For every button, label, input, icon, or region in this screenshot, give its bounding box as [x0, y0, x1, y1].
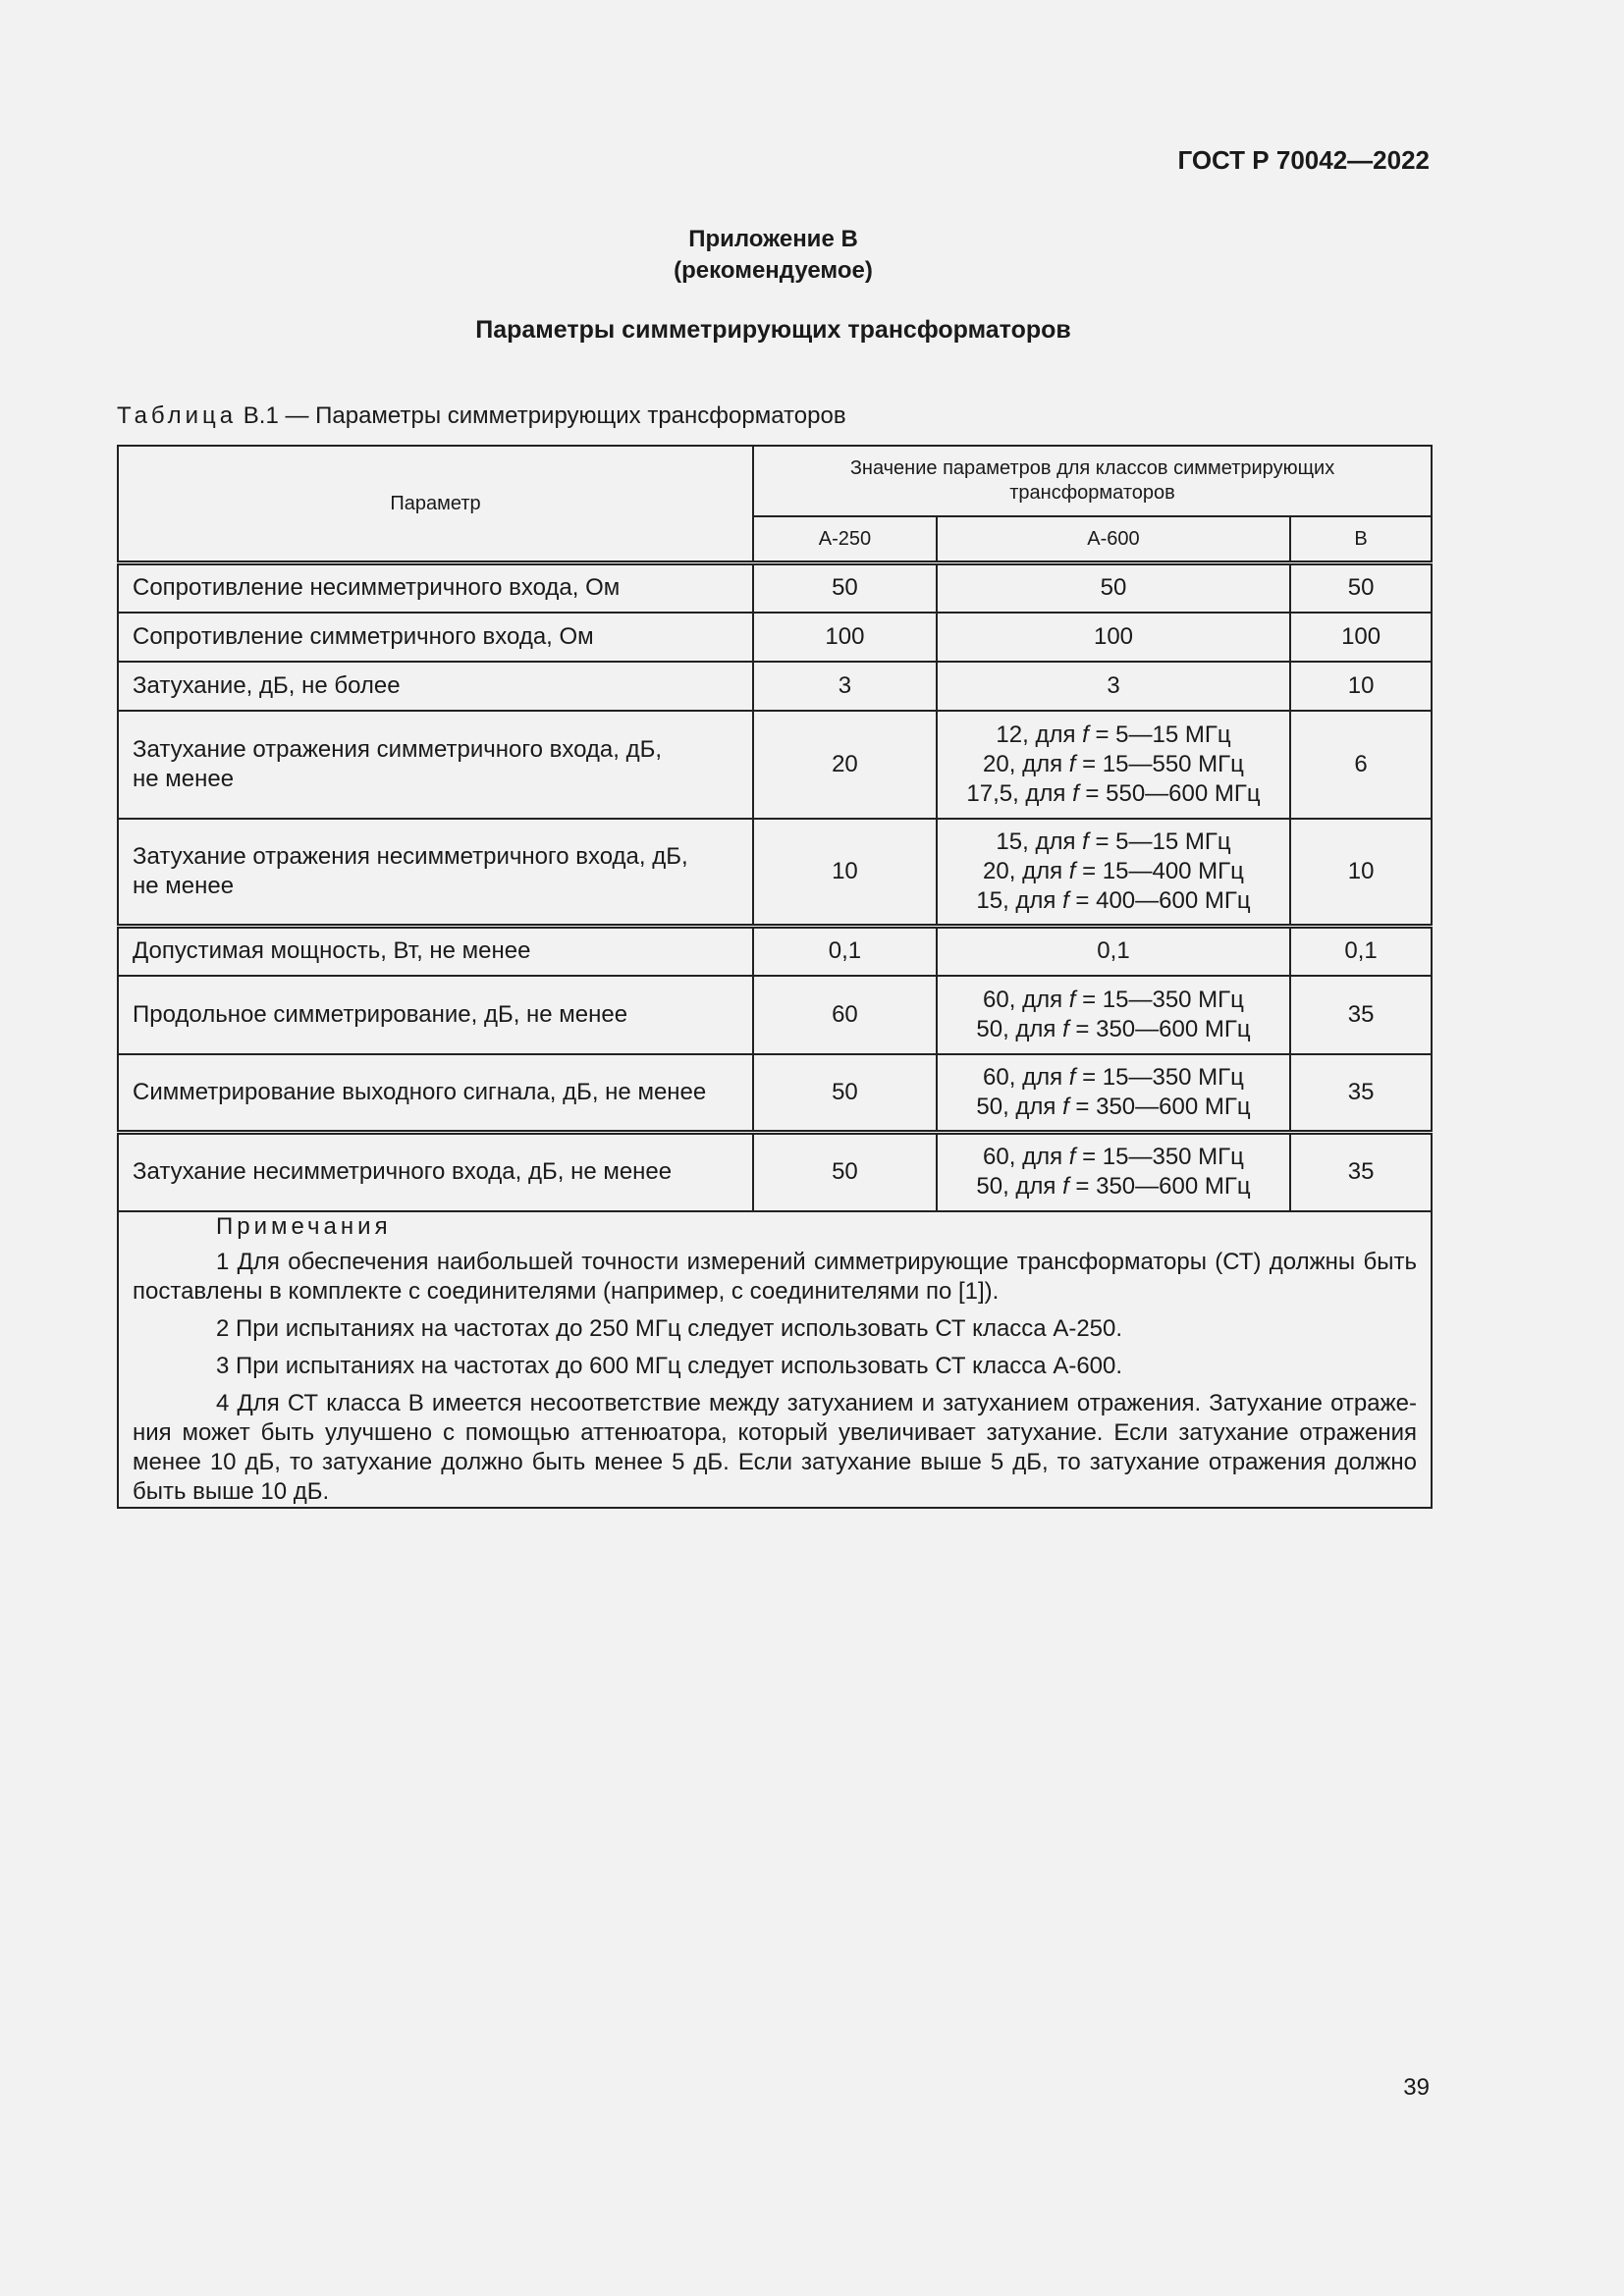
- cell-text: 15, для: [976, 886, 1063, 914]
- cell-b: 10: [1290, 662, 1432, 711]
- table-caption-label: Таблица: [117, 402, 238, 429]
- cell-parameter: Допустимая мощность, Вт, не менее: [118, 927, 753, 976]
- cell-text: 20, для: [983, 857, 1069, 884]
- cell-line: [944, 779, 1283, 809]
- table-caption-text: В.1 — Параметры симметрирующих трансформаторов: [243, 402, 846, 429]
- cell-a600: 100: [937, 613, 1290, 662]
- table-row: [118, 819, 1432, 927]
- column-header-class: В: [1290, 516, 1432, 563]
- page-number: 39: [1403, 2074, 1430, 2101]
- cell-line: [944, 721, 1283, 750]
- cell-text: 60, для: [983, 986, 1069, 1013]
- cell-a250: 60: [753, 976, 937, 1054]
- column-header-class: А-600: [937, 516, 1290, 563]
- cell-a250: 50: [753, 1054, 937, 1133]
- cell-b: 50: [1290, 563, 1432, 613]
- notes-title: Примечания: [216, 1212, 392, 1240]
- note-item: 4 Для СТ класса В имеется несоответствие между затуханием и затуханием отражения. Затухание отражения может быть улучшено с помощью аттенюатора, который увеличивает затухание. Если затухание отражения менее 10 дБ, то затухание должно быть менее 5 дБ. Если затухание выше 5 дБ, то затухание отражения должно быть выше 10 дБ.: [133, 1389, 1417, 1505]
- frequency-symbol: f: [1062, 1015, 1069, 1042]
- table-row: [118, 613, 1432, 662]
- cell-line: [944, 750, 1283, 779]
- column-header-parameter: Параметр: [118, 446, 753, 563]
- cell-text: 17,5, для: [966, 779, 1073, 807]
- cell-line: не менее: [133, 765, 235, 792]
- table-row: [118, 1133, 1432, 1211]
- cell-text: = 15—350 МГц: [1075, 986, 1244, 1013]
- table-row: [118, 662, 1432, 711]
- cell-b: 35: [1290, 1054, 1432, 1133]
- cell-a600: [937, 1054, 1290, 1133]
- frequency-symbol: f: [1082, 828, 1089, 855]
- cell-line: Затухание отражения симметричного входа, дБ,: [133, 735, 663, 763]
- notes-cell: [118, 1211, 1432, 1508]
- cell-b: 35: [1290, 976, 1432, 1054]
- table-caption: [117, 402, 846, 430]
- note-item: 3 При испытаниях на частотах до 600 МГц следует использовать СТ класса А-600.: [216, 1352, 1123, 1379]
- table-row: [118, 563, 1432, 613]
- parameters-table: [117, 445, 1433, 1509]
- cell-line: [944, 1093, 1283, 1122]
- frequency-symbol: f: [1062, 886, 1069, 914]
- table-row: [118, 927, 1432, 976]
- cell-line: [944, 886, 1283, 916]
- cell-text: = 5—15 МГц: [1088, 828, 1231, 855]
- standard-number: ГОСТ Р 70042—2022: [1177, 145, 1430, 175]
- cell-a600: [937, 819, 1290, 927]
- cell-text: 12, для: [996, 721, 1083, 748]
- cell-parameter: [118, 711, 753, 819]
- cell-b: 6: [1290, 711, 1432, 819]
- cell-a600: 50: [937, 563, 1290, 613]
- cell-a600: 0,1: [937, 927, 1290, 976]
- table-row: [118, 711, 1432, 819]
- cell-a250: 0,1: [753, 927, 937, 976]
- table-body: [118, 563, 1432, 1211]
- frequency-symbol: f: [1068, 986, 1076, 1013]
- cell-b: 10: [1290, 819, 1432, 927]
- frequency-symbol: f: [1068, 1144, 1076, 1171]
- cell-text: 50, для: [976, 1173, 1063, 1201]
- cell-text: = 400—600 МГц: [1068, 886, 1251, 914]
- cell-a250: 3: [753, 662, 937, 711]
- frequency-symbol: f: [1072, 779, 1079, 807]
- cell-line: [944, 1063, 1283, 1093]
- cell-text: = 15—350 МГц: [1075, 1063, 1244, 1091]
- cell-text: = 350—600 МГц: [1068, 1015, 1251, 1042]
- cell-line: [944, 1015, 1283, 1044]
- cell-a600: [937, 711, 1290, 819]
- annex-heading: Параметры симметрирующих трансформаторов: [475, 316, 1071, 344]
- cell-text: 15, для: [996, 828, 1083, 855]
- cell-line: [944, 986, 1283, 1015]
- table-row: [118, 976, 1432, 1054]
- cell-text: = 5—15 МГц: [1088, 721, 1231, 748]
- cell-text: 20, для: [983, 750, 1069, 777]
- cell-parameter: [118, 819, 753, 927]
- frequency-symbol: f: [1068, 857, 1076, 884]
- cell-parameter: Затухание несимметричного входа, дБ, не менее: [118, 1133, 753, 1211]
- cell-text: 60, для: [983, 1063, 1069, 1091]
- cell-b: 0,1: [1290, 927, 1432, 976]
- note-item: 2 При испытаниях на частотах до 250 МГц следует использовать СТ класса А-250.: [216, 1314, 1123, 1342]
- cell-text: 50, для: [976, 1093, 1063, 1120]
- cell-text: = 350—600 МГц: [1068, 1173, 1251, 1201]
- cell-a250: 100: [753, 613, 937, 662]
- cell-b: 35: [1290, 1133, 1432, 1211]
- cell-a600: [937, 976, 1290, 1054]
- cell-text: = 350—600 МГц: [1068, 1093, 1251, 1120]
- annex-title: Приложение В: [688, 226, 858, 252]
- cell-line: [944, 1172, 1283, 1201]
- cell-text: = 15—400 МГц: [1075, 857, 1244, 884]
- cell-a600: 3: [937, 662, 1290, 711]
- cell-line: Затухание отражения несимметричного входа, дБ,: [133, 842, 688, 870]
- cell-text: = 15—550 МГц: [1075, 750, 1244, 777]
- column-header-group: Значение параметров для классов симметрирующих трансформаторов: [753, 446, 1432, 516]
- cell-a600: [937, 1133, 1290, 1211]
- annex-header: [0, 224, 1546, 287]
- table-row: [118, 1054, 1432, 1133]
- cell-line: [944, 1143, 1283, 1172]
- cell-a250: 50: [753, 1133, 937, 1211]
- frequency-symbol: f: [1068, 750, 1076, 777]
- cell-line: [944, 828, 1283, 857]
- cell-parameter: Продольное симметрирование, дБ, не менее: [118, 976, 753, 1054]
- frequency-symbol: f: [1068, 1063, 1076, 1091]
- cell-text: = 550—600 МГц: [1078, 779, 1261, 807]
- cell-a250: 50: [753, 563, 937, 613]
- cell-a250: 10: [753, 819, 937, 927]
- column-header-class: А-250: [753, 516, 937, 563]
- note-item: 1 Для обеспечения наибольшей точности измерений симметрирующие трансформаторы (СТ) должны быть поставлены в комплекте с соединителями (например, с соединителями по [1]).: [133, 1248, 1417, 1305]
- cell-text: = 15—350 МГц: [1075, 1144, 1244, 1171]
- frequency-symbol: f: [1062, 1173, 1069, 1201]
- annex-status: (рекомендуемое): [674, 257, 873, 284]
- frequency-symbol: f: [1062, 1093, 1069, 1120]
- cell-line: не менее: [133, 872, 235, 899]
- cell-line: [944, 857, 1283, 886]
- cell-parameter: Симметрирование выходного сигнала, дБ, не менее: [118, 1054, 753, 1133]
- cell-parameter: Сопротивление несимметричного входа, Ом: [118, 563, 753, 613]
- frequency-symbol: f: [1082, 721, 1089, 748]
- cell-b: 100: [1290, 613, 1432, 662]
- cell-text: 60, для: [983, 1144, 1069, 1171]
- cell-parameter: Затухание, дБ, не более: [118, 662, 753, 711]
- cell-text: 50, для: [976, 1015, 1063, 1042]
- cell-a250: 20: [753, 711, 937, 819]
- cell-parameter: Сопротивление симметричного входа, Ом: [118, 613, 753, 662]
